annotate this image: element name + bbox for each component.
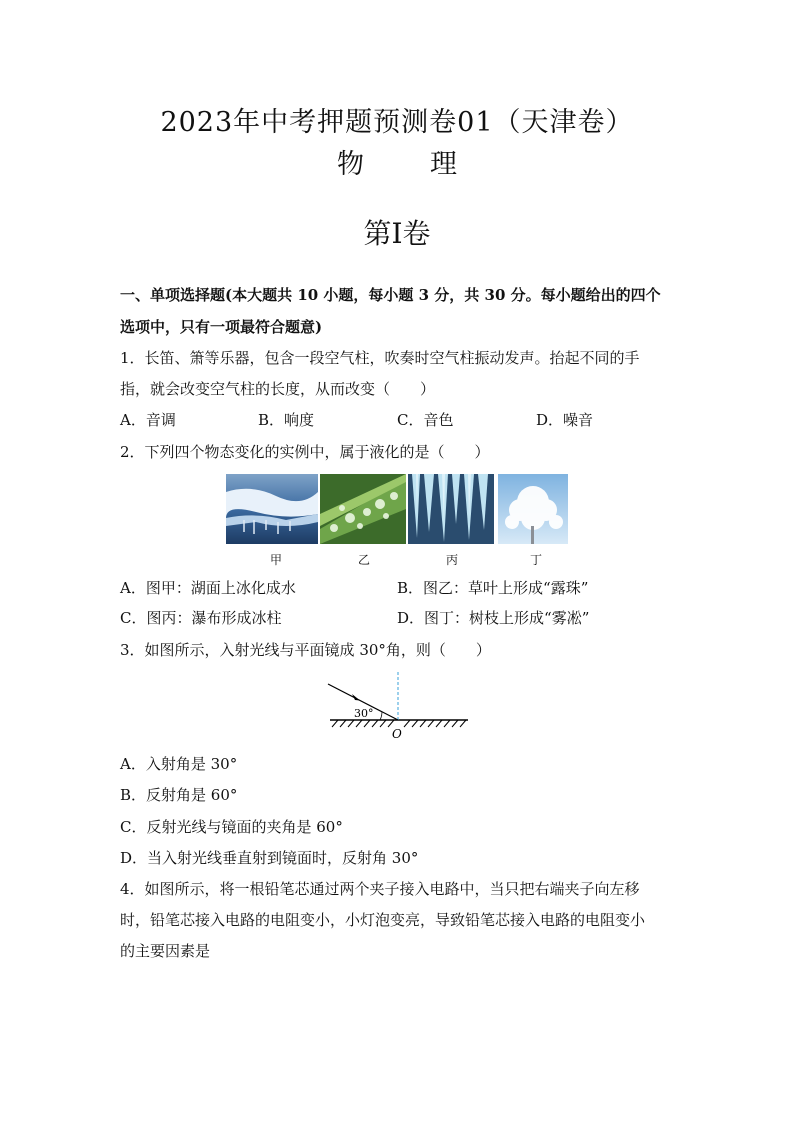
q2-stem: 2．下列四个物态变化的实例中，属于液化的是（ ）	[120, 443, 490, 461]
photo-rime-tree	[498, 474, 568, 544]
q1-stem-line-2: 指，就会改变空气柱的长度，从而改变（ ）	[120, 380, 436, 398]
subject-title	[0, 142, 794, 181]
q2-option-a: A．图甲：湖面上冰化成水	[120, 579, 296, 597]
q1-option-a: A．音调	[120, 411, 176, 429]
q4-stem-line-3: 的主要因素是	[120, 942, 211, 960]
q1-option-c: C．音色	[397, 411, 454, 429]
caption-yi: 乙	[358, 553, 371, 567]
caption-bing: 丙	[446, 553, 459, 567]
q4-stem-line-1: 4．如图所示，将一根铅笔芯通过两个夹子接入电路中，当只把右端夹子向左移	[120, 880, 640, 898]
caption-jia: 甲	[270, 553, 283, 567]
q1-option-d: D．噪音	[536, 411, 594, 429]
q2-option-d: D．图丁：树枝上形成“雾凇”	[397, 609, 590, 627]
q4-stem-line-2: 时，铅笔芯接入电路的电阻变小，小灯泡变亮，导致铅笔芯接入电路的电阻变小	[120, 911, 646, 929]
caption-ding: 丁	[530, 553, 543, 567]
mirror-hatching	[332, 720, 466, 727]
q3-stem: 3．如图所示，入射光线与平面镜成 30°角，则（ ）	[120, 641, 491, 659]
section-heading-line-2: 选项中，只有一项最符合题意)	[120, 318, 323, 336]
photo-dew-on-grass	[320, 474, 406, 544]
q2-photo-strip	[226, 474, 568, 544]
photo-frozen-lake	[226, 474, 318, 544]
q3-option-d: D．当入射光线垂直射到镜面时，反射角 30°	[120, 849, 419, 867]
q1-stem-line-1: 1．长笛、箫等乐器，包含一段空气柱，吹奏时空气柱振动发声。抬起不同的手	[120, 349, 640, 367]
point-o-label: O	[392, 727, 402, 741]
angle-arc	[380, 712, 382, 720]
q2-option-c: C．图丙：瀑布形成冰柱	[120, 609, 282, 627]
volume-title: 第Ⅰ卷	[363, 217, 431, 250]
exam-title: 2023年中考押题预测卷01（天津卷）	[160, 107, 634, 138]
q3-option-b: B．反射角是 60°	[120, 786, 238, 804]
reflection-diagram	[322, 670, 472, 742]
section-heading-line-1: 一、单项选择题(本大题共 10 小题，每小题 3 分，共 30 分。每小题给出的四个	[120, 286, 661, 304]
subject-char-2: 理	[430, 149, 457, 180]
q2-option-b: B．图乙：草叶上形成“露珠”	[397, 579, 589, 597]
angle-label: 30°	[354, 707, 374, 720]
q3-option-a: A．入射角是 30°	[120, 755, 238, 773]
subject-char-1: 物	[337, 149, 364, 180]
q3-option-c: C．反射光线与镜面的夹角是 60°	[120, 818, 343, 836]
photo-frozen-waterfall	[408, 474, 494, 544]
q1-option-b: B．响度	[258, 411, 315, 429]
